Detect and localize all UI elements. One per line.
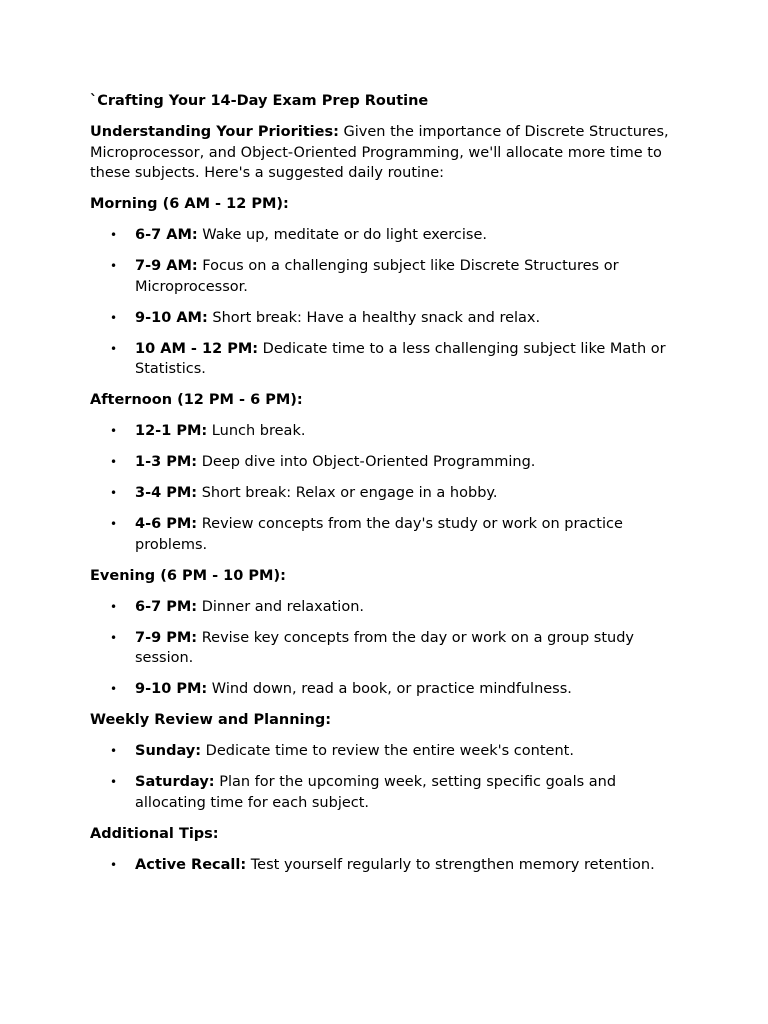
list-item <box>90 855 680 876</box>
item-label: 3-4 PM: <box>135 485 198 501</box>
list-item <box>90 225 680 246</box>
item-label: 9-10 PM: <box>135 681 208 697</box>
list-item <box>90 597 680 618</box>
list-item <box>90 256 680 297</box>
list-item <box>90 339 680 380</box>
bullet-icon: • <box>110 310 118 325</box>
list-item <box>90 483 680 504</box>
bullet-icon: • <box>110 599 118 614</box>
item-text: Test yourself regularly to strengthen memory retention. <box>246 856 655 873</box>
item-label: 6-7 PM: <box>135 598 198 615</box>
item-text: Lunch break. <box>207 423 306 439</box>
section-heading: Morning (6 AM - 12 PM): <box>90 196 289 212</box>
bullet-list <box>90 225 680 380</box>
item-text: Plan for the upcoming week, setting specific goals and allocating time for each subject. <box>135 774 617 811</box>
intro-label: Understanding Your Priorities: <box>90 124 339 140</box>
bullet-icon: • <box>110 517 118 531</box>
bullet-icon: • <box>110 486 118 500</box>
bullet-list <box>90 421 680 555</box>
section-heading: Additional Tips: <box>90 825 219 842</box>
list-item <box>90 308 680 329</box>
section-heading: Afternoon (12 PM - 6 PM): <box>90 392 303 408</box>
bullet-icon: • <box>110 228 118 242</box>
item-label: Saturday: <box>135 774 215 790</box>
item-text: Wake up, meditate or do light exercise. <box>197 227 488 243</box>
item-label: 12-1 PM: <box>135 423 208 439</box>
item-label: 4-6 PM: <box>135 516 198 532</box>
list-item <box>90 452 680 473</box>
list-item <box>90 741 680 762</box>
intro-text: Given the importance of Discrete Structures, Microprocessor, and Object-Oriented Programming, we'll allocate more time to these subjects. Here's a suggested daily routine: <box>90 124 669 181</box>
item-label: 6-7 AM: <box>135 227 198 243</box>
document-title: `Crafting Your 14-Day Exam Prep Routine <box>90 93 429 109</box>
item-label: 7-9 AM: <box>135 258 198 274</box>
sections-container <box>90 194 680 875</box>
list-item <box>90 772 680 813</box>
section-heading: Weekly Review and Planning: <box>90 712 331 728</box>
item-text: Dedicate time to review the entire week's content. <box>201 743 574 759</box>
item-text: Review concepts from the day's study or work on practice problems. <box>135 516 623 553</box>
list-item <box>90 679 680 700</box>
item-label: 1-3 PM: <box>135 454 198 470</box>
bullet-icon: • <box>110 341 118 356</box>
item-text: Dedicate time to a less challenging subject like Math or Statistics. <box>135 340 666 377</box>
bullet-list <box>90 741 680 813</box>
bullet-icon: • <box>110 455 118 469</box>
bullet-icon: • <box>110 744 118 758</box>
item-text: Focus on a challenging subject like Discrete Structures or Microprocessor. <box>135 258 619 295</box>
item-text: Short break: Relax or engage in a hobby. <box>197 485 498 501</box>
bullet-icon: • <box>110 630 118 645</box>
bullet-icon: • <box>110 424 118 438</box>
item-label: 9-10 AM: <box>135 309 208 326</box>
bullet-icon: • <box>110 775 118 789</box>
document-body <box>90 91 680 886</box>
bullet-icon: • <box>110 259 118 273</box>
bullet-icon: • <box>110 682 118 696</box>
item-text: Deep dive into Object-Oriented Programming. <box>197 454 536 470</box>
item-label: Active Recall: <box>135 856 247 873</box>
list-item <box>90 628 680 669</box>
item-label: 7-9 PM: <box>135 629 198 646</box>
list-item <box>90 514 680 555</box>
bullet-icon: • <box>110 857 118 872</box>
intro-paragraph <box>90 122 680 184</box>
item-text: Wind down, read a book, or practice mindfulness. <box>207 681 572 697</box>
bullet-list <box>90 597 680 700</box>
item-label: Sunday: <box>135 743 202 759</box>
bullet-list <box>90 855 680 876</box>
section-heading: Evening (6 PM - 10 PM): <box>90 567 286 584</box>
list-item <box>90 421 680 442</box>
item-label: 10 AM - 12 PM: <box>135 340 259 357</box>
item-text: Short break: Have a healthy snack and relax. <box>207 309 541 326</box>
item-text: Dinner and relaxation. <box>197 598 365 615</box>
item-text: Revise key concepts from the day or work on a group study session. <box>135 629 635 666</box>
